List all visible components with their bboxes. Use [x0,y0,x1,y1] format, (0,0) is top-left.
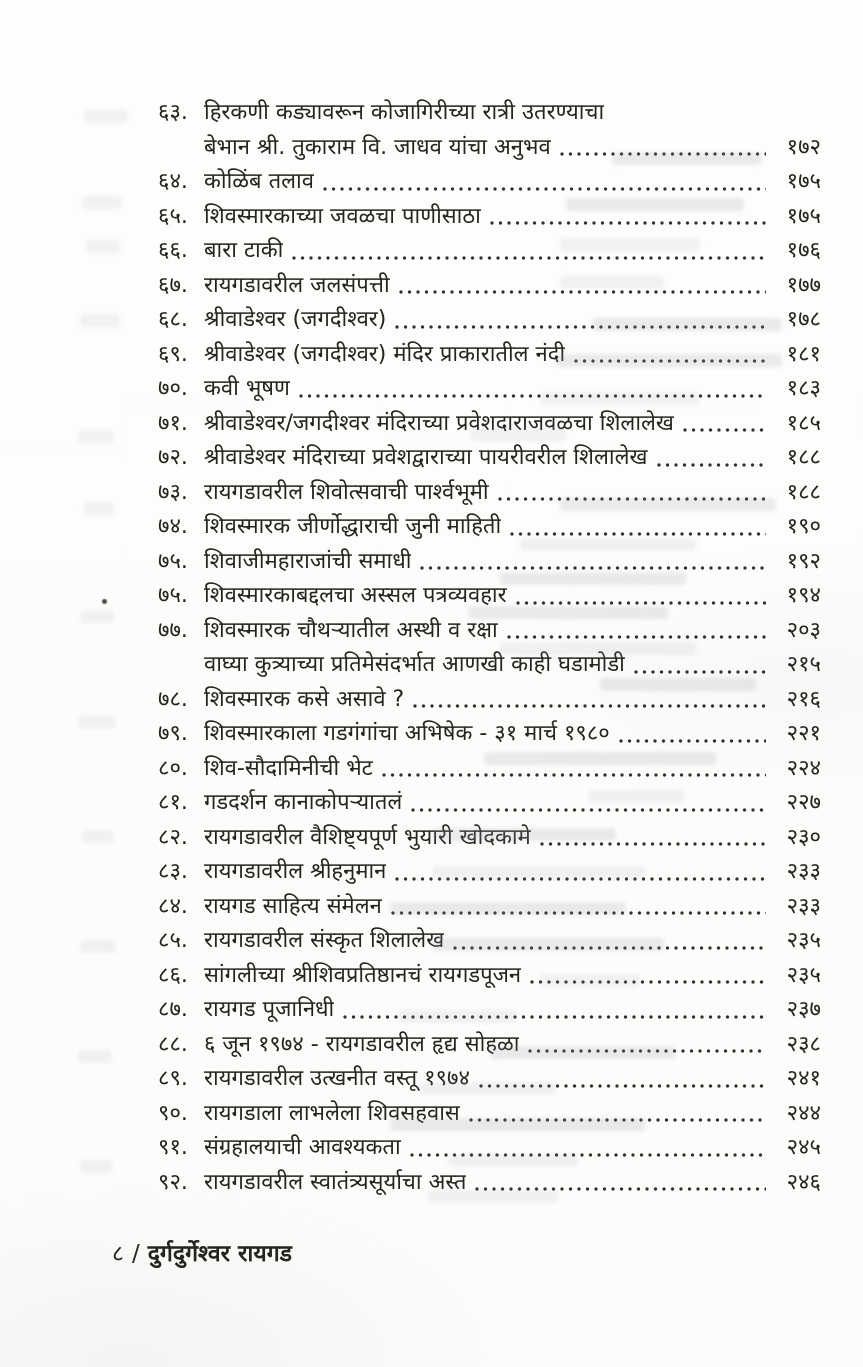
dot-leader [530,980,766,984]
entry-title: रायगडावरील श्रीहनुमान [204,859,387,884]
entry-title: शिवस्मारकाला गडगंगांचा अभिषेक - ३१ मार्च १९८० [204,721,610,746]
entry-title: रायगडावरील स्वातंत्र्यसूर्याचा अस्त [204,1169,467,1195]
entry-page: १८८ [786,479,821,505]
footer-book-title: दुर्गदुर्गेश्वर रायगड [147,1241,292,1267]
entry-number: ६३. [158,100,188,125]
dot-leader [490,221,766,225]
toc-row [158,1028,821,1063]
entry-page: १९० [786,514,821,539]
entry-title: शिवस्मारकाबद्दलचा अस्सल पत्रव्यवहार [204,583,507,608]
entry-title: श्रीवाडेश्वर (जगदीश्वर) मंदिर प्राकारातील नंदी [204,341,566,367]
toc-row [158,579,821,614]
entry-page: २३७ [786,997,821,1022]
entry-title: शिवस्मारकाच्या जवळचा पाणीसाठा [204,203,481,229]
dot-leader [528,1049,766,1053]
dot-leader [619,739,766,743]
entry-number: ६७. [158,272,188,298]
toc-row [158,683,821,718]
entry-title: वाघ्या कुत्र्याच्या प्रतिमेसंदर्भात आणखी काही घडामोडी [204,652,625,677]
bleedthrough-smudge [80,610,114,623]
entry-number: ८०. [158,755,188,781]
entry-page: २३८ [786,1031,821,1057]
entry-page: २४४ [786,1100,821,1126]
entry-title: शिवस्मारक जीर्णोद्धाराची जुनी माहिती [204,514,502,539]
entry-title: शिवस्मारक चौथऱ्यातील अस्थी व रक्षा [204,617,498,643]
entry-number: ८५. [158,928,188,953]
footer-page-number: ८ [112,1241,124,1267]
dot-leader [574,359,766,363]
toc-row [158,510,821,545]
entry-number: ८२. [158,824,188,850]
entry-title: शिवस्मारक कसे असावे ? [204,686,405,712]
entry-title: गडदर्शन कानाकोपऱ्यातलं [204,790,403,815]
bleedthrough-smudge [80,1160,112,1173]
entry-page: १७५ [786,169,821,194]
entry-page: २१५ [786,652,821,677]
entry-page: २२१ [786,721,821,746]
toc-row [158,786,821,821]
entry-number: ७३. [158,479,188,505]
dot-leader [498,497,766,501]
toc-row [158,200,821,235]
dot-leader [420,566,766,570]
toc-row [158,545,821,580]
entry-number: ९२. [158,1169,188,1195]
toc-row [158,165,821,200]
entry-title: रायगड पूजानिधी [204,997,335,1022]
entry-title: कोळिंब तलाव [204,169,314,194]
dot-leader [683,428,766,432]
bleedthrough-smudge [80,314,120,327]
dot-leader [413,704,766,708]
entry-title: रायगड साहित्य संमेलन [204,893,382,919]
entry-title: संग्रहालयाची आवश्यकता [204,1135,401,1160]
dot-leader [540,842,766,846]
entry-number: ८१. [158,790,188,815]
entry-page: १८१ [786,341,821,367]
toc-row [158,959,821,994]
dot-leader [634,670,766,674]
toc-row [158,96,821,131]
footer-separator: / [131,1241,140,1267]
entry-page: १९२ [786,548,821,574]
dot-leader [391,911,766,915]
entry-page: १८३ [786,376,821,401]
entry-title: श्रीवाडेश्वर/जगदीश्वर मंदिराच्या प्रवेशदाराजवळचा शिलालेख [204,410,674,436]
entry-number: ८४. [158,893,188,919]
entry-page: २२४ [786,755,821,781]
dot-leader [516,601,766,605]
entry-title: श्रीवाडेश्वर मंदिराच्या प्रवेशद्वाराच्या पायरीवरील शिलालेख [204,445,648,470]
toc-row [158,993,821,1028]
toc-list [158,96,821,1200]
toc-row [158,234,821,269]
entry-number: ६९. [158,341,188,367]
dot-leader [382,773,766,777]
entry-number: ७७. [158,617,188,643]
page-footer [112,1238,292,1270]
bleedthrough-smudge [82,830,114,843]
toc-row [158,131,821,166]
dot-leader [479,1084,766,1088]
entry-page: १७८ [786,307,821,332]
entry-page: २०३ [786,617,821,643]
toc-row [158,614,821,649]
entry-page: १७७ [786,272,821,298]
entry-number: ७४. [158,514,188,539]
entry-title: सांगलीच्या श्रीशिवप्रतिष्ठानचं रायगडपूजन [204,962,522,988]
entry-number: ६५. [158,203,188,229]
entry-number: ७२. [158,445,188,470]
entry-number: ८८. [158,1031,188,1057]
entry-title: बारा टाकी [204,238,284,263]
toc-row [158,855,821,890]
entry-number: ७५. [158,548,188,574]
toc-row [158,303,821,338]
bleedthrough-smudge [78,430,114,443]
entry-title: रायगडाला लाभलेला शिवसहवास [204,1100,460,1126]
dot-leader [453,946,766,950]
entry-title: कवी भूषण [204,376,290,401]
toc-row [158,821,821,856]
entry-title: शिव-सौदामिनीची भेट [204,755,373,781]
entry-number: ६८. [158,307,188,332]
toc-row [158,648,821,683]
entry-number: ७५. [158,583,188,608]
dot-leader [395,877,766,881]
entry-page: २३० [786,824,821,850]
dot-leader [411,808,766,812]
entry-page: २४१ [786,1066,821,1091]
dot-leader [560,152,766,156]
toc-row [158,1166,821,1201]
toc-row [158,338,821,373]
bleedthrough-smudge [84,110,128,123]
entry-page: १९४ [786,583,821,608]
dot-leader [510,532,766,536]
toc-row [158,407,821,442]
entry-number: ७९. [158,721,188,746]
entry-page: २३३ [786,859,821,884]
dot-leader [395,325,766,329]
entry-title: बेभान श्री. तुकाराम वि. जाधव यांचा अनुभव [204,134,551,160]
bleedthrough-smudge [78,716,116,729]
toc-row [158,1131,821,1166]
ink-dot [102,599,107,604]
entry-number: ६६. [158,238,188,263]
entry-number: ८३. [158,859,188,884]
toc-row [158,476,821,511]
entry-title: रायगडावरील जलसंपत्ती [204,272,390,298]
entry-page: १८८ [786,445,821,470]
entry-page: १७५ [786,203,821,229]
entry-title: रायगडावरील उत्खनीत वस्तू १९७४ [204,1066,470,1091]
entry-page: २४५ [786,1135,821,1160]
dot-leader [507,635,766,639]
entry-page: २२७ [786,790,821,815]
toc-row [158,924,821,959]
dot-leader [323,187,766,191]
entry-page: २३३ [786,893,821,919]
dot-leader [410,1153,766,1157]
entry-title: श्रीवाडेश्वर (जगदीश्वर) [204,307,387,332]
bleedthrough-smudge [86,240,120,253]
entry-title: शिवाजीमहाराजांची समाधी [204,548,412,574]
entry-number: ७१. [158,410,188,436]
bleedthrough-smudge [78,1050,112,1063]
entry-number: ८६. [158,962,188,988]
entry-page: २१६ [786,686,821,712]
entry-number: ७०. [158,376,188,401]
dot-leader [469,1118,766,1122]
entry-title: रायगडावरील संस्कृत शिलालेख [204,928,445,953]
entry-page: १७२ [786,134,821,160]
bleedthrough-smudge [82,196,122,209]
entry-number: ८९. [158,1066,188,1091]
dot-leader [657,463,766,467]
toc-row [158,269,821,304]
entry-page: २३५ [786,962,821,988]
entry-page: १८५ [786,410,821,436]
entry-number: ७८. [158,686,188,712]
toc-row [158,1062,821,1097]
entry-title: ६ जून १९७४ - रायगडावरील हृद्य सोहळा [204,1031,520,1057]
dot-leader [299,394,766,398]
entry-number: ९०. [158,1100,188,1126]
entry-number: ६४. [158,169,188,194]
toc-row [158,441,821,476]
bleedthrough-smudge [80,940,116,953]
bleedthrough-smudge [84,502,114,515]
dot-leader [292,256,766,260]
toc-row [158,890,821,925]
entry-page: २३५ [786,928,821,953]
entry-title: रायगडावरील शिवोत्सवाची पार्श्वभूमी [204,479,489,505]
entry-title: हिरकणी कड्यावरून कोजागिरीच्या रात्री उतरण्याचा [204,100,605,125]
toc-row [158,372,821,407]
entry-number: ९१. [158,1135,188,1160]
dot-leader [399,290,766,294]
dot-leader [475,1187,766,1191]
entry-title: रायगडावरील वैशिष्ट्यपूर्ण भुयारी खोदकामे [204,824,531,850]
toc-row [158,1097,821,1132]
entry-number: ८७. [158,997,188,1022]
toc-row [158,717,821,752]
entry-page: १७६ [786,238,821,263]
entry-page: २४६ [786,1169,821,1195]
toc-row [158,752,821,787]
dot-leader [343,1015,766,1019]
